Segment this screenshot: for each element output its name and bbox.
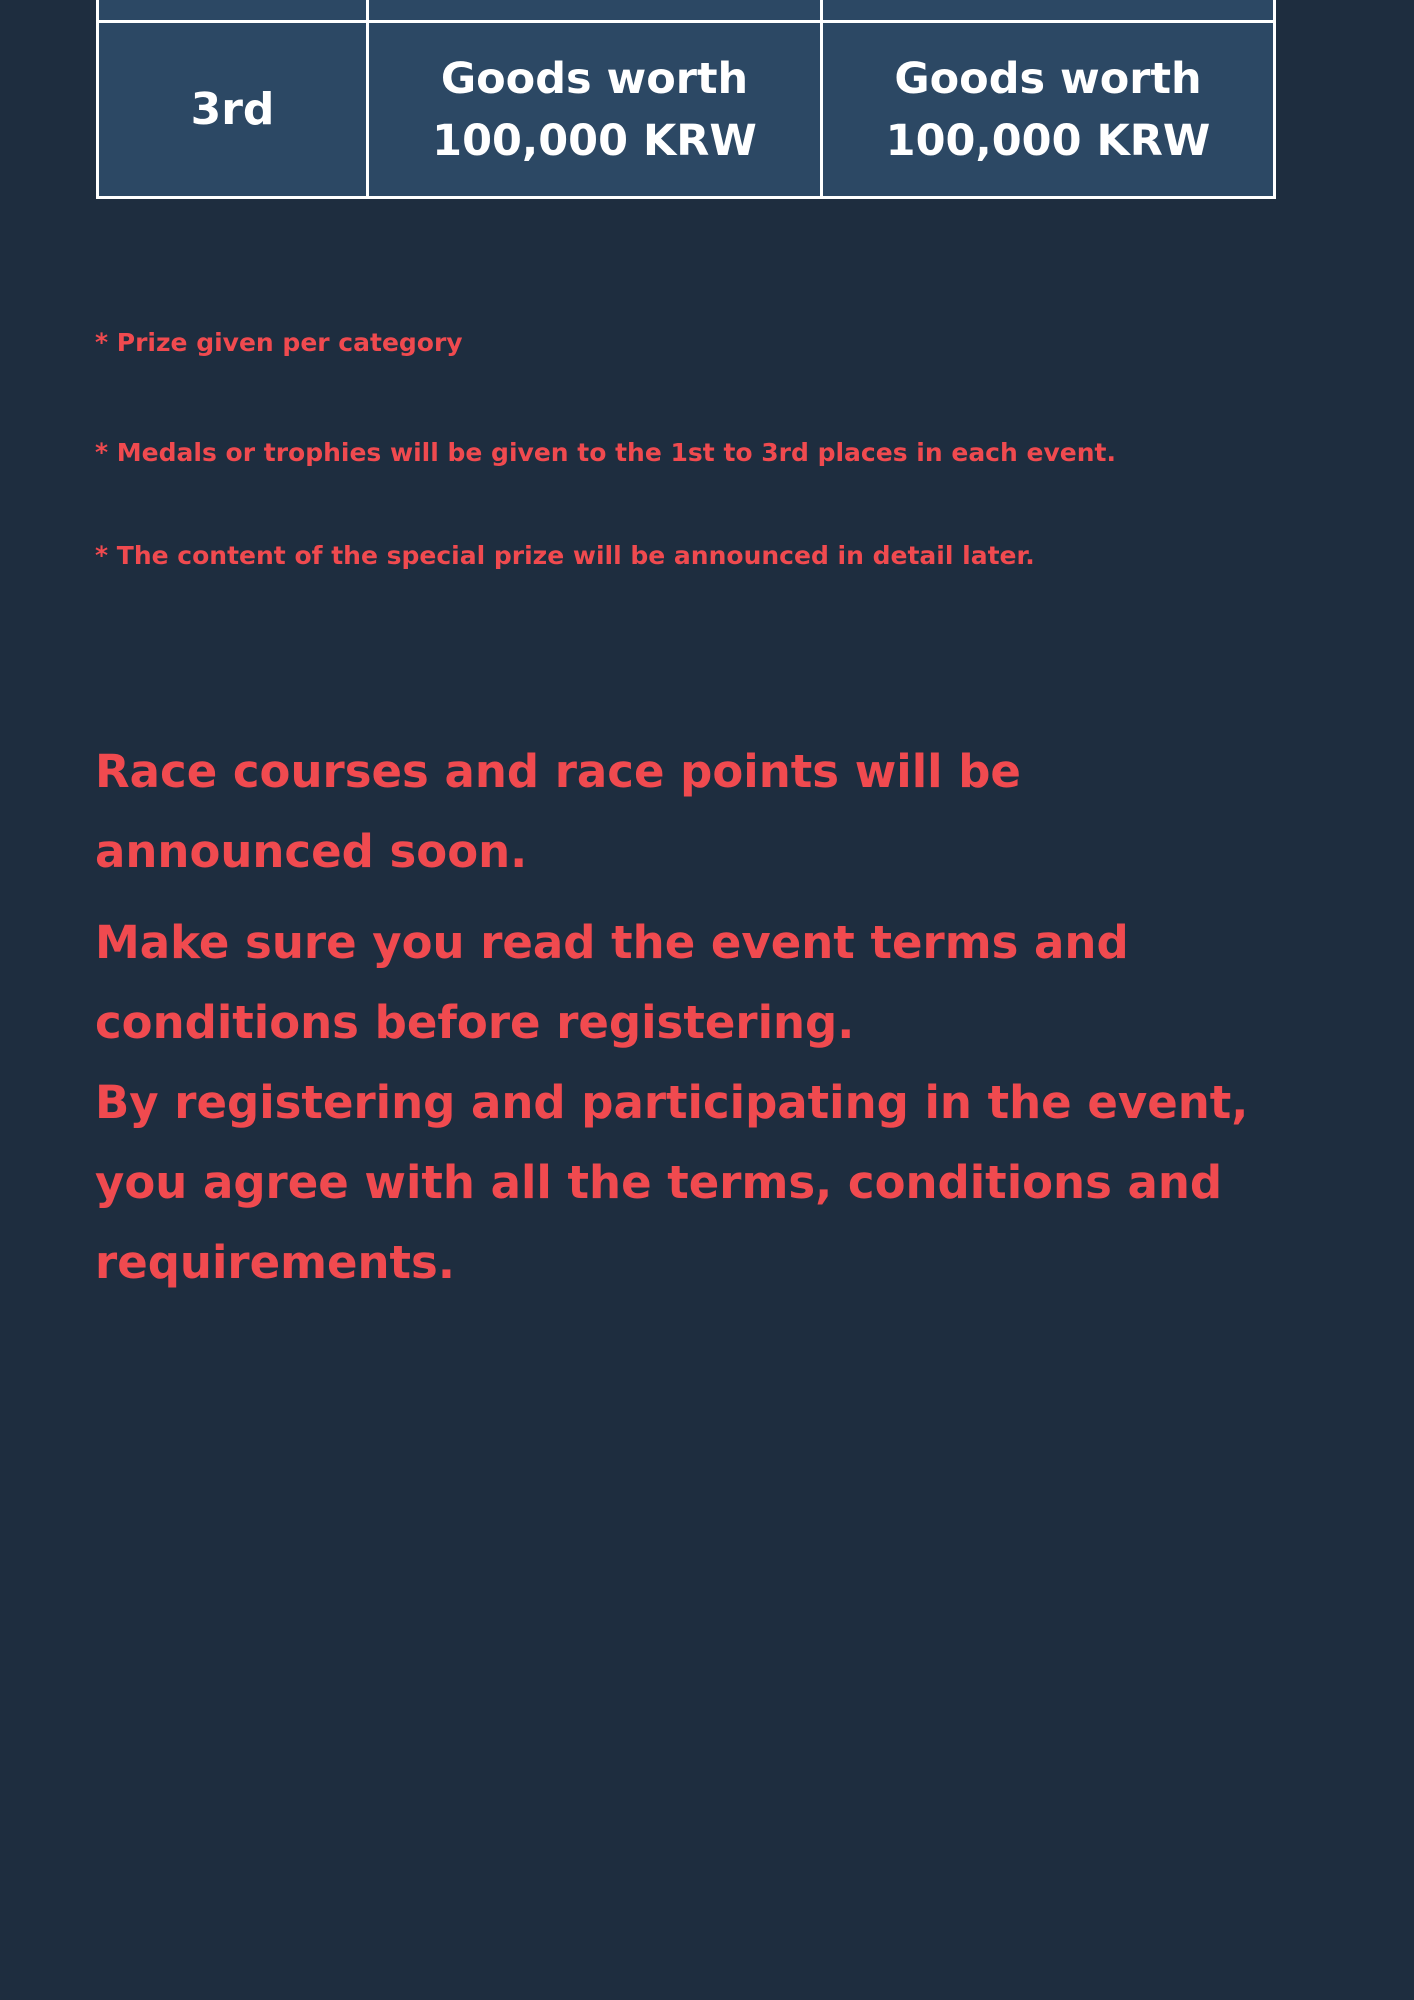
announcement-line: Race courses and race points will be [95,745,1021,798]
announcement-line: requirements. [95,1236,455,1289]
announcement-block [95,732,1315,1303]
table-row [98,22,1275,198]
note-special-prize: * The content of the special prize will be announced in detail later. [95,541,1035,570]
note-medals-trophies: * Medals or trophies will be given to the 1st to 3rd places in each event. [95,438,1116,467]
announcement-line: you agree with all the terms, conditions and [95,1156,1223,1209]
announcement-paragraph [95,903,1315,1303]
prize-text-line: Goods worth [440,53,749,104]
announcement-line: Make sure you read the event terms and [95,916,1129,969]
prize-cell [822,0,1275,22]
prize-cell [822,22,1275,198]
prize-text-line: 100,000 KRW [885,115,1211,166]
announcement-line: By registering and participating in the event, [95,1076,1249,1129]
place-cell [98,0,368,22]
prize-text-line: Goods worth [894,53,1202,104]
prize-cell [368,22,822,198]
announcement-line: announced soon. [95,825,528,878]
announcement-line: conditions before registering. [95,996,855,1049]
note-prize-per-category: * Prize given per category [95,328,463,357]
prize-table [96,0,1276,199]
table-row [98,0,1275,22]
prize-cell [368,0,822,22]
announcement-paragraph [95,732,1315,892]
place-cell: 3rd [98,22,368,198]
prize-text-line: 100,000 KRW [432,115,757,166]
